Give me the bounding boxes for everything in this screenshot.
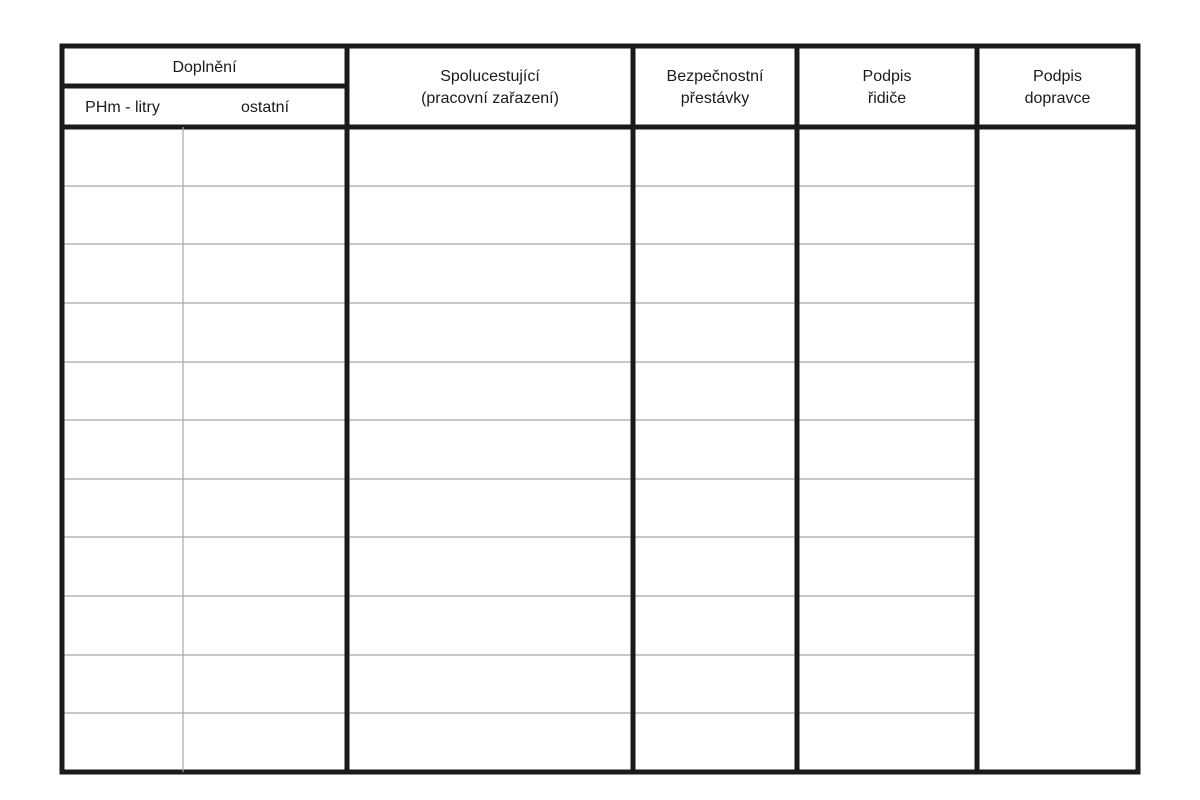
header-crew: Spolucestující (pracovní zařazení): [421, 68, 559, 107]
header-driver-signature: Podpis řidiče: [862, 68, 912, 107]
header-other: ostatní: [240, 99, 290, 116]
header-carrier-signature: Podpis dopravce: [1024, 68, 1091, 107]
header-breaks: Bezpečnostní přestávky: [666, 68, 764, 107]
header-refuel: Doplnění: [172, 59, 237, 76]
header-fuel-liters: PHm - litry: [85, 99, 160, 116]
